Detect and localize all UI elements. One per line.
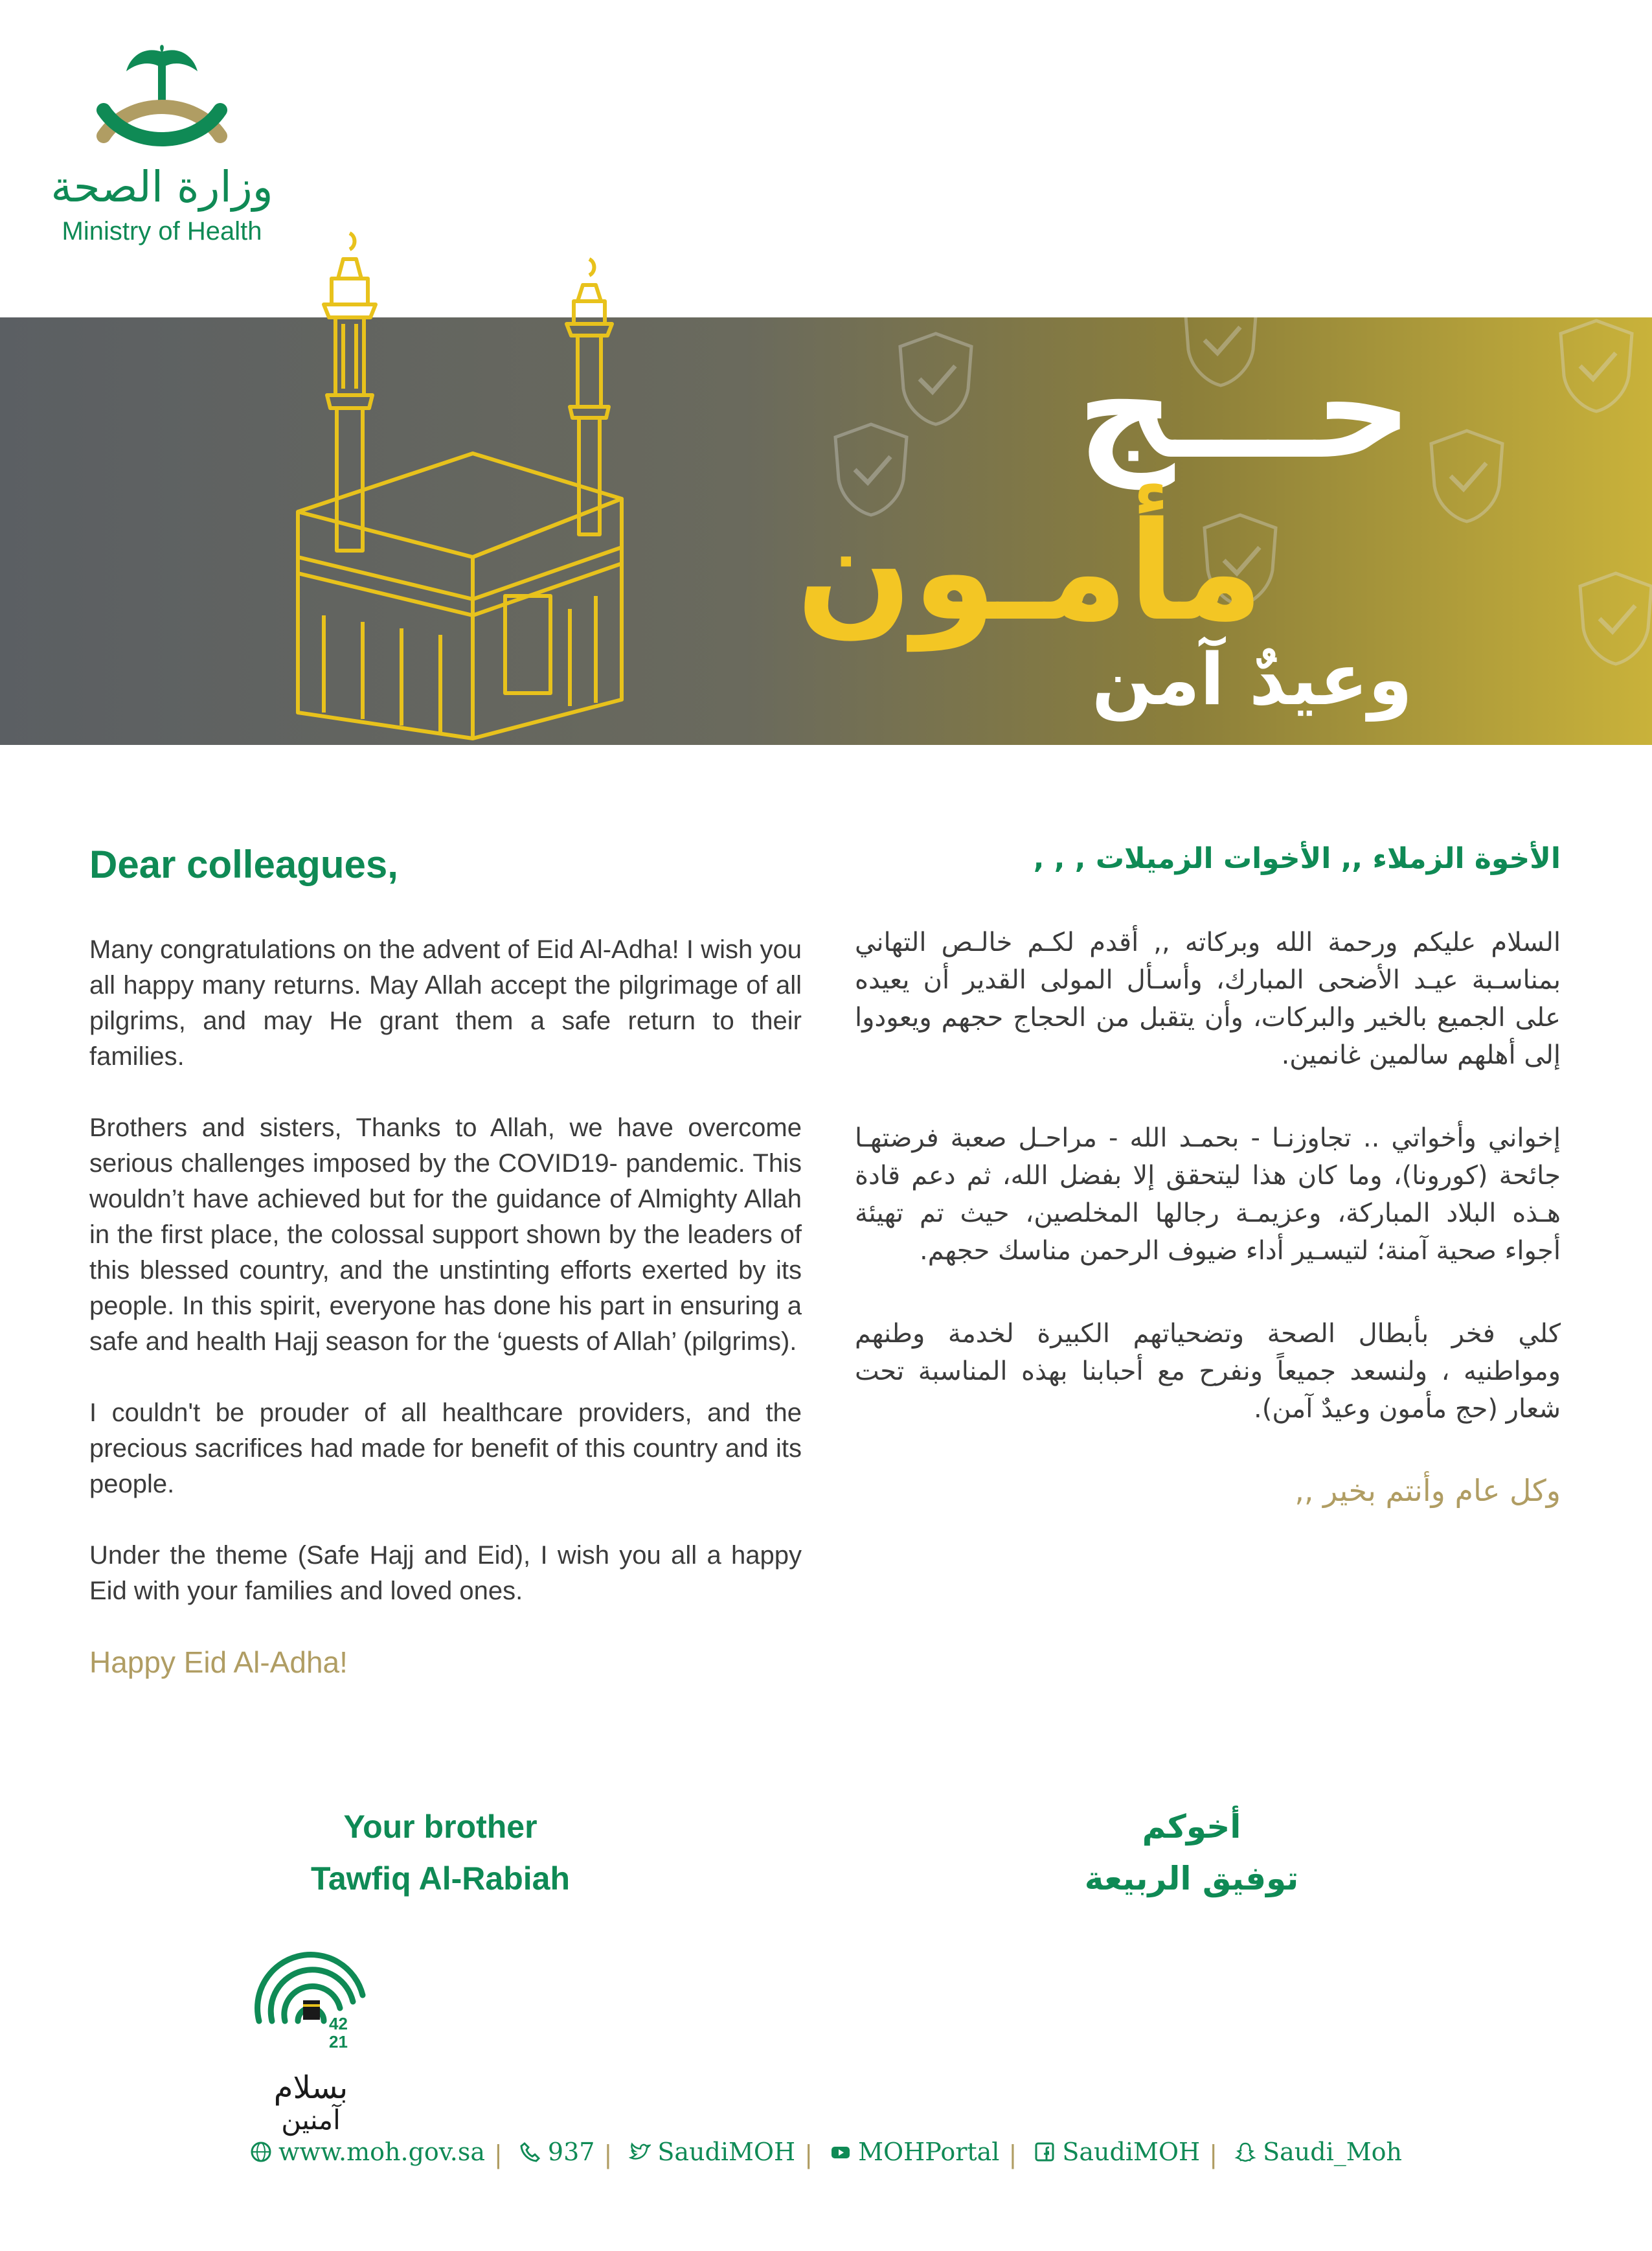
footer-youtube-link[interactable]: [830, 2138, 999, 2166]
english-letter: [89, 842, 802, 1680]
facebook-text: SaudiMOH: [1062, 2138, 1201, 2166]
snapchat-icon: [1234, 2141, 1256, 2163]
footer-separator: |: [1209, 2140, 1218, 2169]
footer-phone-link[interactable]: [519, 2138, 595, 2166]
facebook-icon: [1034, 2141, 1056, 2163]
ministry-name-arabic: وزارة الصحة: [51, 162, 273, 212]
arabic-paragraph: كلي فخر بأبطال الصحة وتضحياتهم الكبيرة لخدمة وطنهم ومواطنيه ، ولنسعد جميعاً ونفرح مع أحبابنا بهذه المناسبة تحت شعار (حج مأمون وعيدٌ آمن).: [855, 1319, 1561, 1424]
globe-icon: [250, 2141, 272, 2163]
shield-icon: [894, 330, 978, 428]
arabic-closing: وكل عام وأنتم بخير ,,: [1295, 1473, 1561, 1508]
footer-twitter-link[interactable]: [629, 2138, 795, 2166]
twitter-icon: [629, 2141, 651, 2163]
footer-contacts: [0, 2138, 1652, 2169]
footer-website-link[interactable]: [250, 2138, 485, 2166]
arabic-paragraph: إخواني وأخواتي .. تجاوزنـا - بحمـد الله - مراحـل صعبة فرضتهـا جائحة (كورونا)، وما كان هذا ليتحقق إلا بفضل الله، ثم دعم قادة هـذه البلاد المباركة، وعزيمـة رجالها المخلصين، حيث تم تهيئة أجواء صحية آمنة؛ لتيسـير أداء ضيوف الرحمن مناسك حجهم.: [855, 1123, 1561, 1266]
arabic-paragraph: السلام عليكم ورحمة الله وبركاته ,, أقدم لكـم خالـص التهاني بمناسـبة عيـد الأضحى المبارك، وأسـأل المولى القدير أن يعيده على الجميع بالخير والبركات، وأن يتقبل من الحجاج حجهم ويعودوا إلى أهلهم سالمين غانمين.: [855, 928, 1561, 1070]
arabic-greeting-heading: الأخوة الزملاء ,, الأخوات الزميلات , , ,: [1033, 842, 1561, 875]
youtube-icon: [830, 2141, 852, 2163]
footer-separator: |: [804, 2140, 813, 2169]
banner-word-mamoon: مأمـون: [796, 492, 1263, 651]
snapchat-text: Saudi_Moh: [1263, 2138, 1403, 2166]
signature-title: Your brother: [343, 1809, 537, 1845]
english-paragraph: Under the theme (Safe Hajj and Eid), I wish you all a happy Eid with your families and loved ones.: [89, 1541, 802, 1605]
english-paragraph: I couldn't be prouder of all healthcare providers, and the precious sacrifices had made for benefit of this country and its people.: [89, 1399, 802, 1498]
shield-icon: [1554, 317, 1638, 415]
hajj-campaign-logo: [246, 1924, 414, 2136]
hajj-logo-text: بسلام: [273, 2070, 348, 2106]
english-paragraph: Many congratulations on the advent of Eid Al-Adha! I wish you all happy many returns. May Allah accept the pilgrimage of all pilgrims, and may He grant them a safe return to their families.: [89, 935, 802, 1071]
arabic-letter: [855, 842, 1561, 1508]
arabic-signature: [1010, 1801, 1373, 1904]
footer-snapchat-link[interactable]: [1234, 2138, 1402, 2166]
website-text: www.moh.gov.sa: [278, 2138, 485, 2166]
english-closing: Happy Eid Al-Adha!: [89, 1645, 348, 1679]
hajj-logo-text: آمنين: [281, 2104, 341, 2136]
ministry-logo: [45, 39, 278, 259]
phone-text: 937: [547, 2138, 595, 2166]
shield-icon: [1425, 428, 1509, 525]
youtube-text: MOHPortal: [858, 2138, 1000, 2166]
footer-separator: |: [604, 2140, 613, 2169]
english-paragraph: Brothers and sisters, Thanks to Allah, we have overcome serious challenges imposed by the COVID19- pandemic. This wouldn’t have achieved but for the guidance of Almighty Allah in the first place, the colossal support shown by the leaders of this blessed country, and the unstinting efforts exerted by its people. In this spirit, everyone has done his part in ensuring a safe and health Hajj season for the ‘guests of Allah’ (pilgrims).: [89, 1114, 802, 1356]
signature-name: Tawfiq Al-Rabiah: [311, 1860, 570, 1897]
signature-name: توفيق الربيعة: [1084, 1860, 1299, 1897]
footer-separator: |: [1008, 2140, 1017, 2169]
palm-swords-emblem-icon: [91, 39, 233, 155]
phone-icon: [519, 2141, 541, 2163]
kaaba-minarets-illustration-icon: [259, 220, 699, 745]
footer-separator: |: [494, 2140, 503, 2169]
arc-kaaba-emblem-icon: [246, 1924, 376, 2053]
ministry-name-english: Ministry of Health: [62, 217, 262, 246]
footer-facebook-link[interactable]: [1034, 2138, 1200, 2166]
banner-word-hajj: حـــج: [1076, 330, 1412, 489]
banner-word-eid: وعيدٌ آمن: [1091, 638, 1412, 721]
hajj-logo-year: 42 21: [329, 2014, 348, 2051]
twitter-text: SaudiMOH: [657, 2138, 796, 2166]
shield-icon: [1574, 570, 1652, 667]
english-signature: [259, 1801, 622, 1904]
signature-title: أخوكم: [1142, 1808, 1241, 1845]
english-greeting-heading: Dear colleagues,: [89, 843, 398, 886]
hero-banner: [0, 317, 1652, 745]
